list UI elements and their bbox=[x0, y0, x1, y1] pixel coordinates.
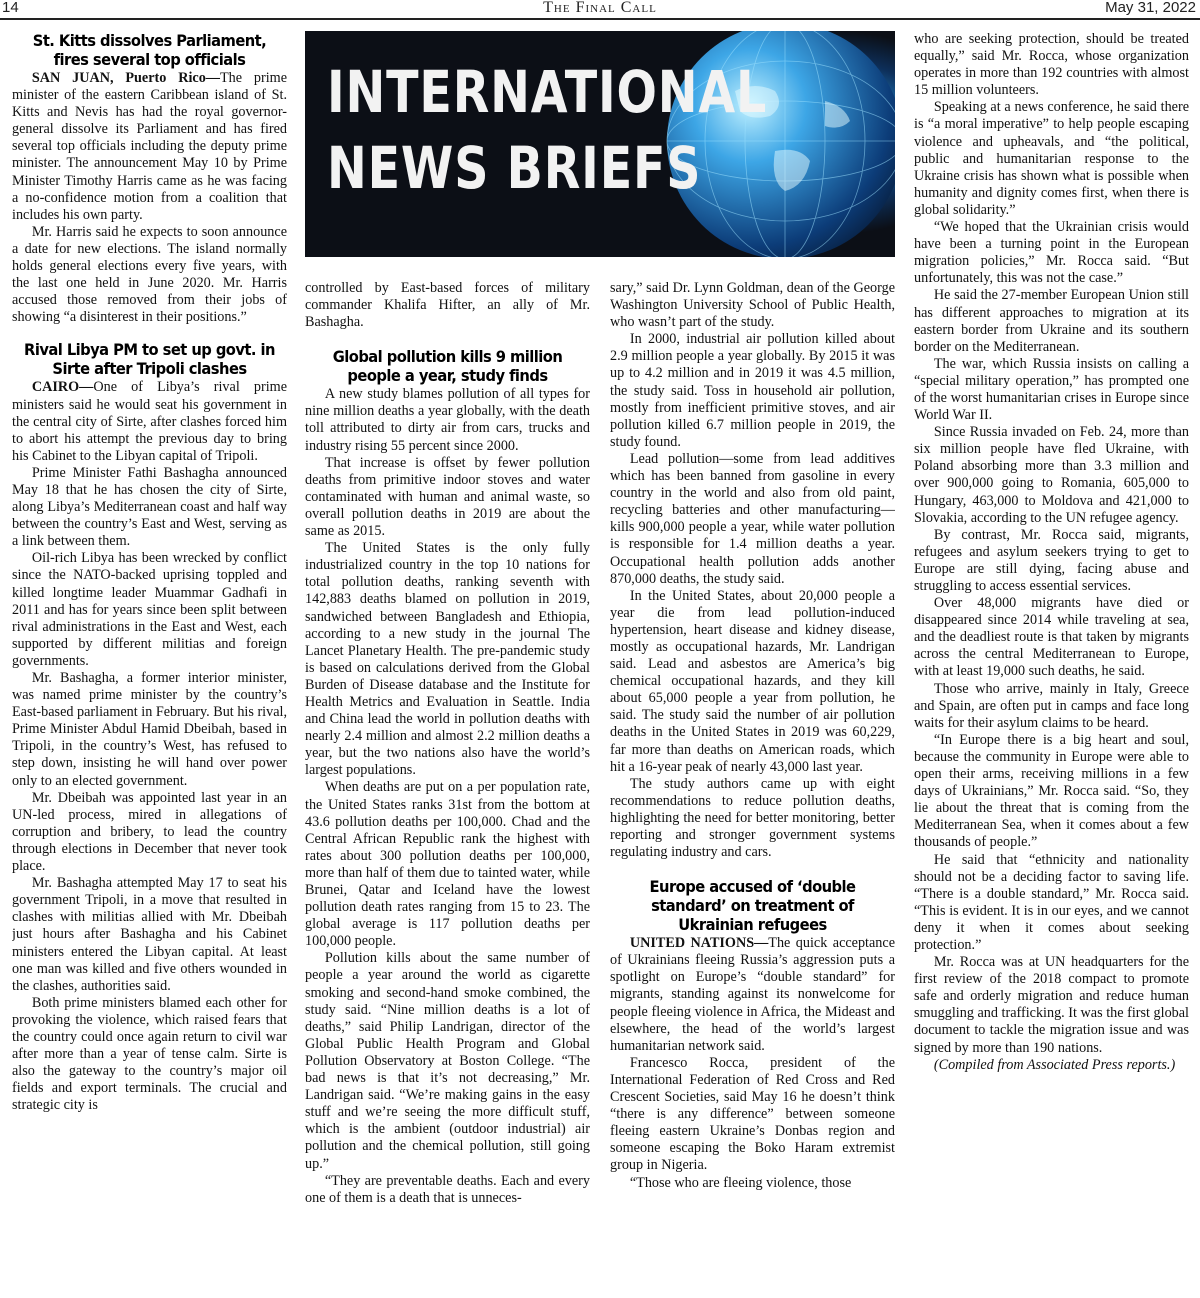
paragraph: One of Libya’s rival prime ministers said he would seat his government in the central city of Sirte, after clashes forced him to abort his attempt the previous day to bring his Cabinet to the Libyan capital of Tripoli. bbox=[12, 379, 287, 464]
paragraph: He said that “ethnicity and nationality should not be a deciding factor to saving life. “There is a double standard,” Mr. Rocca said. “This is evident. It is in our eyes, and we cannot deny it when it comes about seeking protection.” bbox=[914, 851, 1189, 953]
paragraph: Mr. Bashagha attempted May 17 to seat his government Tripoli, in a move that resulted in clashes with militias allied with Mr. Dbeibah just hours after Bashagha and his Cabinet ministers entered the Libyan capital. At least one man was killed and five others wounded in the clashes, authorities said. bbox=[12, 875, 287, 994]
paragraph: Mr. Harris said he expects to soon announce a date for new elections. The island normally holds general elections every five years, with the last one held in June 2020. Mr. Harris accused those removed from their jobs of showing “a disinterest in their positions.” bbox=[12, 223, 287, 326]
paragraph: The United States is the only fully industrialized country in the top 10 nations for total pollution deaths, ranking seventh with 142,883 deaths blamed on pollution in 2019, sandwiched between Bangladesh and Ethiopia, according to a new study in the journal The Lancet Planetary Health. The pre-pandemic study is based on calculations derived from the Global Burden of Disease database and the Institute for Health Metrics and Evaluation in Seattle. India and China lead the world in pollution deaths with nearly 2.4 million and almost 2.2 million deaths a year, but the two nations also have the world’s largest populations. bbox=[305, 540, 590, 779]
paragraph: The prime minister of the eastern Caribbean island of St. Kitts and Nevis has had the royal governor-general dissolve its Parliament and has fired several top officials including the deputy prime minister. The announcement May 10 by Prime Minister Timothy Harris came as he was facing a no-confidence motion from a coalition that includes his own party. bbox=[12, 70, 287, 223]
paragraph: controlled by East-based forces of military commander Khalifa Hifter, an ally of Mr. Bashagha. bbox=[305, 280, 590, 331]
paragraph: Pollution kills about the same number of people a year around the world as cigarette smoking and second-hand smoke combined, the study said. “Nine million deaths is a lot of deaths,” said Philip Landrigan, director of the Global Public Health Program and Global Pollution Observatory at Boston College. “The bad news is that it’s not decreasing,” Mr. Landrigan said. “We’re making gains in the easy stuff and we’re seeing the more difficult stuff, which is the ambient (outdoor industrial) air pollution and the chemical pollution, still going up.” bbox=[305, 950, 590, 1172]
paragraph: “In Europe there is a big heart and soul, because the community in Europe were able to open their arms, receiving millions in a few days of Ukrainians,” Mr. Rocca said. “So, they lie about the threat that is coming from the Mediterranean Sea, when it comes about a few thousands of people.” bbox=[914, 731, 1189, 851]
paragraph: The quick acceptance of Ukrainians fleeing Russia’s aggression puts a spotlight on Europe’s “double standard” for migrants, standing against its nonwelcome for people fleeing violence in Africa, the Mideast and elsewhere, the head of the world’s largest humanitarian network said. bbox=[610, 935, 895, 1054]
paragraph: “We hoped that the Ukrainian crisis would have been a turning point in the European migration policies,” Mr. Rocca said. “But unfortunately, this was not the case.” bbox=[914, 219, 1189, 287]
column-2 bbox=[305, 280, 590, 1298]
column-4 bbox=[914, 31, 1189, 1298]
paragraph: who are seeking protection, should be treated equally,” said Mr. Rocca, whose organization operates in more than 192 countries with almost 15 million volunteers. bbox=[914, 31, 1189, 99]
headline-stkitts: St. Kitts dissolves Parliament, fires several top officials bbox=[32, 31, 267, 69]
column-3 bbox=[610, 280, 895, 1298]
dateline-stkitts: SAN JUAN, Puerto Rico— bbox=[31, 70, 220, 86]
paper-name: The Final Call bbox=[543, 0, 657, 16]
paragraph: Francesco Rocca, president of the International Federation of Red Cross and Red Crescent Societies, said May 16 he doesn’t think “there is any difference” between someone fleeing eastern Ukraine’s Donbas region and someone escaping the Boko Haram extremist group in Nigeria. bbox=[610, 1054, 895, 1174]
paragraph: When deaths are put on a per population rate, the United States ranks 31st from the bottom at 43.6 pollution deaths per 100,000. Chad and the Central African Republic rank the highest with rates about 300 pollution deaths per 100,000, more than half of them due to tainted water, while Brunei, Qatar and Iceland have the lowest pollution death rates ranging from 15 to 23. The global average is 117 pollution deaths per 100,000 people. bbox=[305, 779, 590, 950]
headline-libya: Rival Libya PM to set up govt. in Sirte after Tripoli clashes bbox=[24, 340, 275, 379]
paragraph: That increase is offset by fewer pollution deaths from primitive indoor stoves and water contaminated with human and animal waste, so overall pollution deaths in 2019 are about the same as 2015. bbox=[305, 454, 590, 540]
paragraph: He said the 27-member European Union still has different approaches to migration at its eastern border from Ukraine and its southern border on the Mediterranean. bbox=[914, 287, 1189, 355]
paragraph: Oil-rich Libya has been wrecked by conflict since the NATO-backed uprising toppled and killed longtime leader Muammar Gadhafi in 2011 and has for years since been split between rival administrations in the East and West, each supported by different militias and foreign governments. bbox=[12, 550, 287, 669]
source-credit: (Compiled from Associated Press reports.) bbox=[933, 1056, 1176, 1073]
paragraph: Lead pollution—some from lead additives which has been banned from gasoline in every country in the world and also from old paint, recycling batteries and other manufacturing—kills 900,000 people a year, while water pollution is responsible for 1.4 million deaths a year. Occupational health pollution adds another 870,000 deaths, the study said. bbox=[610, 450, 895, 587]
paragraph: Mr. Dbeibah was appointed last year in an UN-led process, mired in allegations of corruption and bribery, to lead the country through elections in December that never took place. bbox=[12, 789, 287, 875]
paragraph: Since Russia invaded on Feb. 24, more than six million people have fled Ukraine, with Poland absorbing more than 3.3 million and over 900,000 going to Romania, 605,000 to Hungary, 463,000 to Moldova and 421,000 to Slovakia, according to the UN refugee agency. bbox=[914, 424, 1189, 526]
paragraph: Prime Minister Fathi Bashagha announced May 18 that he has chosen the city of Sirte, along Libya’s Mediterranean coast and half way between the country’s East and West, serving as a link between them. bbox=[12, 464, 287, 550]
headline-pollution: Global pollution kills 9 million people a year, study finds bbox=[332, 347, 563, 386]
paragraph: A new study blames pollution of all types for nine million deaths a year globally, with the death toll attributed to dirty air from cars, trucks and industry rising 55 percent since 2000. bbox=[305, 386, 590, 454]
paragraph: Mr. Rocca was at UN headquarters for the first review of the 2018 compact to promote safe and orderly migration and reduce human smuggling and trafficking. It was the first global document to tackle the migration issue and was signed by more than 190 nations. bbox=[914, 954, 1189, 1056]
page-number: 14 bbox=[2, 0, 19, 16]
paragraph: Speaking at a news conference, he said there is “a moral imperative” to help people escaping violence and upheavals, and “the political, public and humanitarian response to the Ukraine crisis has shown what is possible when humanity and dignity comes first, when there is global solidarity.” bbox=[914, 99, 1189, 218]
dateline-libya: CAIRO— bbox=[31, 379, 94, 396]
paragraph: “They are preventable deaths. Each and every one of them is a death that is unneces- bbox=[305, 1172, 590, 1206]
paragraph: In the United States, about 20,000 people a year die from lead pollution-induced hypertension, heart disease and kidney disease, mostly as occupational hazards, Mr. Landrigan said. Lead and asbestos are America’s big chemical occupational hazards, and they kill about 65,000 people a year from pollution, he said. The study said the number of air pollution deaths in the United States in 2019 was 60,229, far more than deaths on American roads, which hit a 16-year peak of nearly 43,000 last year. bbox=[610, 587, 895, 775]
paragraph: In 2000, industrial air pollution killed about 2.9 million people a year globally. By 2015 it was up to 4.2 million and in 2019 it was 4.5 million, the study said. Toss in household air pollution, mostly from inefficient primitive stoves, and air pollution killed 6.7 million people in 2019, the study found. bbox=[610, 331, 895, 450]
paragraph: Mr. Bashagha, a former interior minister, was named prime minister by the country’s East-based parliament in February. But his rival, Prime Minister Abdul Hamid Dbeibah, based in Tripoli, in the country’s West, has refused to step down, insisting he will hand over power only to an elected government. bbox=[12, 670, 287, 789]
paragraph: sary,” said Dr. Lynn Goldman, dean of the George Washington University School of Public Health, who wasn’t part of the study. bbox=[610, 280, 895, 331]
paragraph: The study authors came up with eight recommendations to reduce pollution deaths, highlighting the need for better monitoring, better reporting and stronger government systems regulating industry and cars. bbox=[610, 775, 895, 861]
international-news-briefs-banner bbox=[305, 31, 895, 257]
paragraph: Both prime ministers blamed each other for provoking the violence, which raised fears that the country could once again return to civil war after more than a year of tense calm. Sirte is also the gateway to the country’s major oil fields and export terminals. The crucial and strategic city is bbox=[12, 994, 287, 1114]
dateline-europe: UNITED NATIONS— bbox=[629, 935, 769, 952]
paragraph: The war, which Russia insists on calling a “special military operation,” has prompted one of the worst humanitarian crises in Europe since World War II. bbox=[914, 355, 1189, 424]
column-1 bbox=[12, 31, 287, 1298]
headline-europe: Europe accused of ‘double standard’ on treatment of Ukrainian refugees bbox=[649, 877, 856, 935]
paragraph: By contrast, Mr. Rocca said, migrants, refugees and asylum seekers trying to get to Europe are still dying, facing abuse and struggling to access essential services. bbox=[914, 526, 1189, 594]
paragraph: Those who arrive, mainly in Italy, Greece and Spain, are often put in camps and face long waits for their asylum claims to be heard. bbox=[914, 680, 1189, 731]
issue-date: May 31, 2022 bbox=[1105, 0, 1196, 16]
banner-line-1: INTERNATIONAL bbox=[327, 58, 768, 126]
page-header bbox=[0, 0, 1200, 20]
banner-line-2: NEWS BRIEFS bbox=[327, 134, 702, 202]
paragraph: “Those who are fleeing violence, those bbox=[629, 1174, 852, 1191]
paragraph: Over 48,000 migrants have died or disappeared since 2014 while traveling at sea, and the deadliest route is that taken by migrants across the central Mediterranean to Europe, with at least 19,000 such deaths, he said. bbox=[914, 595, 1189, 680]
